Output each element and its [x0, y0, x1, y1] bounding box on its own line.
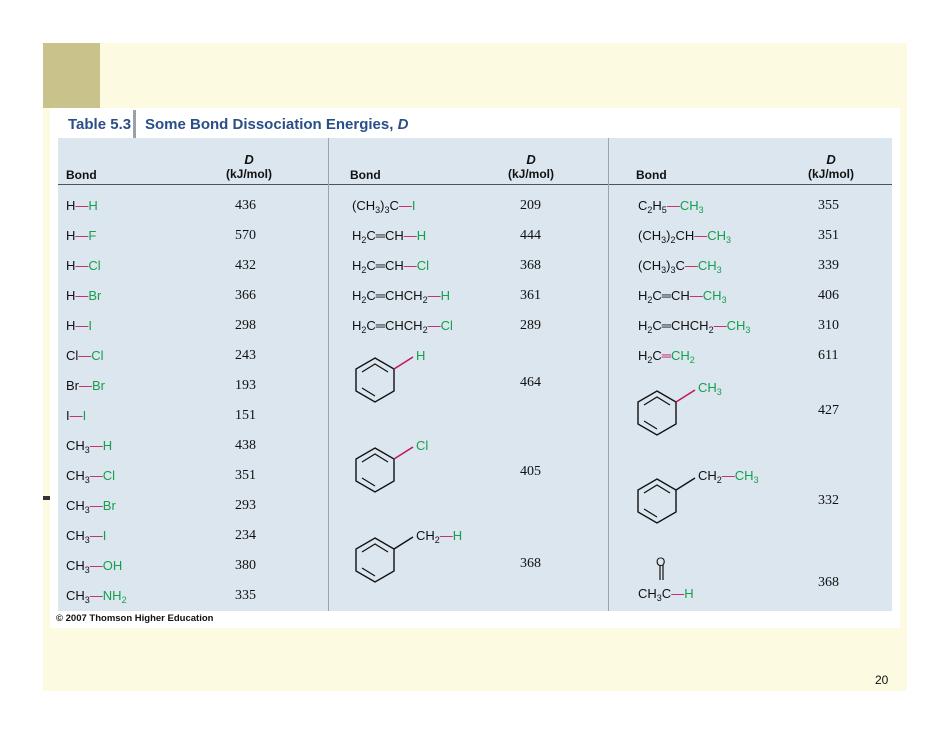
bond-formula: H—Cl [66, 258, 101, 273]
bond-formula: $H_2C═CH—CH_3$ [638, 288, 727, 305]
energy-value: 234 [235, 528, 256, 543]
slide-corner-accent [43, 43, 100, 108]
bond-formula: $(CH_3)_2CH—CH_3$ [638, 228, 732, 245]
bond-formula: $H_2C═CH_2$ [638, 348, 695, 365]
energy-value: 464 [520, 375, 541, 390]
table-number: Table 5.3 [68, 116, 132, 133]
acetaldehyde-label: $CH_3C—H$ [638, 586, 694, 603]
benzene-h-structure [350, 353, 430, 413]
page-number: 20 [875, 673, 889, 687]
bond-formula: $C_2H_5—CH_3$ [638, 198, 704, 215]
energy-value: 368 [818, 575, 839, 590]
header-energy: D (kJ/mol) [808, 152, 855, 181]
toluene-structure [632, 386, 712, 446]
energy-value: 438 [235, 438, 256, 453]
energy-value: 298 [235, 318, 256, 333]
bond-energy-table [50, 108, 900, 628]
copyright-note: © 2007 Thomson Higher Education [56, 613, 214, 624]
energy-value: 366 [235, 288, 256, 303]
energy-value: 310 [818, 318, 839, 333]
energy-value: 339 [818, 258, 839, 273]
bond-formula: $CH_3—OH$ [66, 558, 123, 575]
energy-value: 209 [520, 198, 541, 213]
bond-formula: H—H [66, 198, 98, 213]
energy-value: 406 [818, 288, 839, 303]
bond-formula: H—I [66, 318, 93, 333]
benzyl-h-label: $CH_2—H$ [416, 528, 463, 545]
energy-value: 243 [235, 348, 256, 363]
header-rule [329, 184, 608, 185]
energy-value: 368 [520, 258, 541, 273]
energy-value: 570 [235, 228, 256, 243]
bond-formula: $H_2C═CHCH_2—Cl$ [352, 318, 453, 335]
bond-formula: $CH_3—NH_2$ [66, 588, 127, 605]
toluene-ch3-label: $CH_3$ [698, 380, 722, 397]
energy-value: 368 [520, 556, 541, 571]
energy-value: 335 [235, 588, 256, 603]
toluene-ch2h-structure [350, 533, 430, 593]
energy-value: 351 [235, 468, 256, 483]
energy-value: 361 [520, 288, 541, 303]
chlorobenzene-structure [350, 443, 430, 503]
bond-formula: $CH_3—H$ [66, 438, 113, 455]
energy-value: 355 [818, 198, 839, 213]
header-rule [609, 184, 892, 185]
energy-value: 351 [818, 228, 839, 243]
energy-value: 444 [520, 228, 541, 243]
bond-formula: $H_2C═CHCH_2—CH_3$ [638, 318, 751, 335]
energy-value: 289 [520, 318, 541, 333]
header-energy: D (kJ/mol) [508, 152, 555, 181]
bond-formula: $H_2C═CHCH_2—H$ [352, 288, 450, 305]
energy-value: 405 [520, 464, 541, 479]
energy-value: 332 [818, 493, 839, 508]
bond-formula: H—F [66, 228, 97, 243]
bond-formula: I—I [66, 408, 87, 423]
energy-value: 380 [235, 558, 256, 573]
phenyl-h-label: H [416, 348, 426, 363]
bond-formula: Cl—Cl [66, 348, 104, 363]
bond-formula: $CH_3—Br$ [66, 498, 116, 515]
energy-value: 611 [818, 348, 839, 363]
bond-formula: $(CH_3)_3C—I$ [352, 198, 416, 215]
bond-formula: $CH_3—I$ [66, 528, 107, 545]
phenyl-cl-label: Cl [416, 438, 429, 453]
bond-formula: $H_2C═CH—Cl$ [352, 258, 430, 275]
header-bond: Bond [66, 168, 97, 182]
header-bond: Bond [350, 168, 381, 182]
header-bond: Bond [636, 168, 667, 182]
energy-value: 151 [235, 408, 256, 423]
energy-value: 432 [235, 258, 256, 273]
bond-formula: H—Br [66, 288, 102, 303]
energy-value: 436 [235, 198, 256, 213]
ethylbenzene-structure [632, 474, 712, 534]
bond-formula: $H_2C═CH—H$ [352, 228, 427, 245]
column-divider [608, 138, 609, 611]
table-title: Some Bond Dissociation Energies, D [145, 116, 409, 133]
energy-value: 193 [235, 378, 256, 393]
energy-value: 427 [818, 403, 839, 418]
carbonyl-oxygen: O [656, 555, 666, 569]
table-body [58, 138, 892, 611]
ethylbenzene-label: $CH_2—CH_3$ [698, 468, 759, 485]
bond-formula: Br—Br [66, 378, 105, 393]
bond-formula: $(CH_3)_3C—CH_3$ [638, 258, 722, 275]
table-heading [50, 108, 900, 138]
energy-value: 293 [235, 498, 256, 513]
bond-formula: $CH_3—Cl$ [66, 468, 116, 485]
header-energy: D (kJ/mol) [226, 152, 273, 181]
header-rule [58, 184, 328, 185]
column-divider [328, 138, 329, 611]
